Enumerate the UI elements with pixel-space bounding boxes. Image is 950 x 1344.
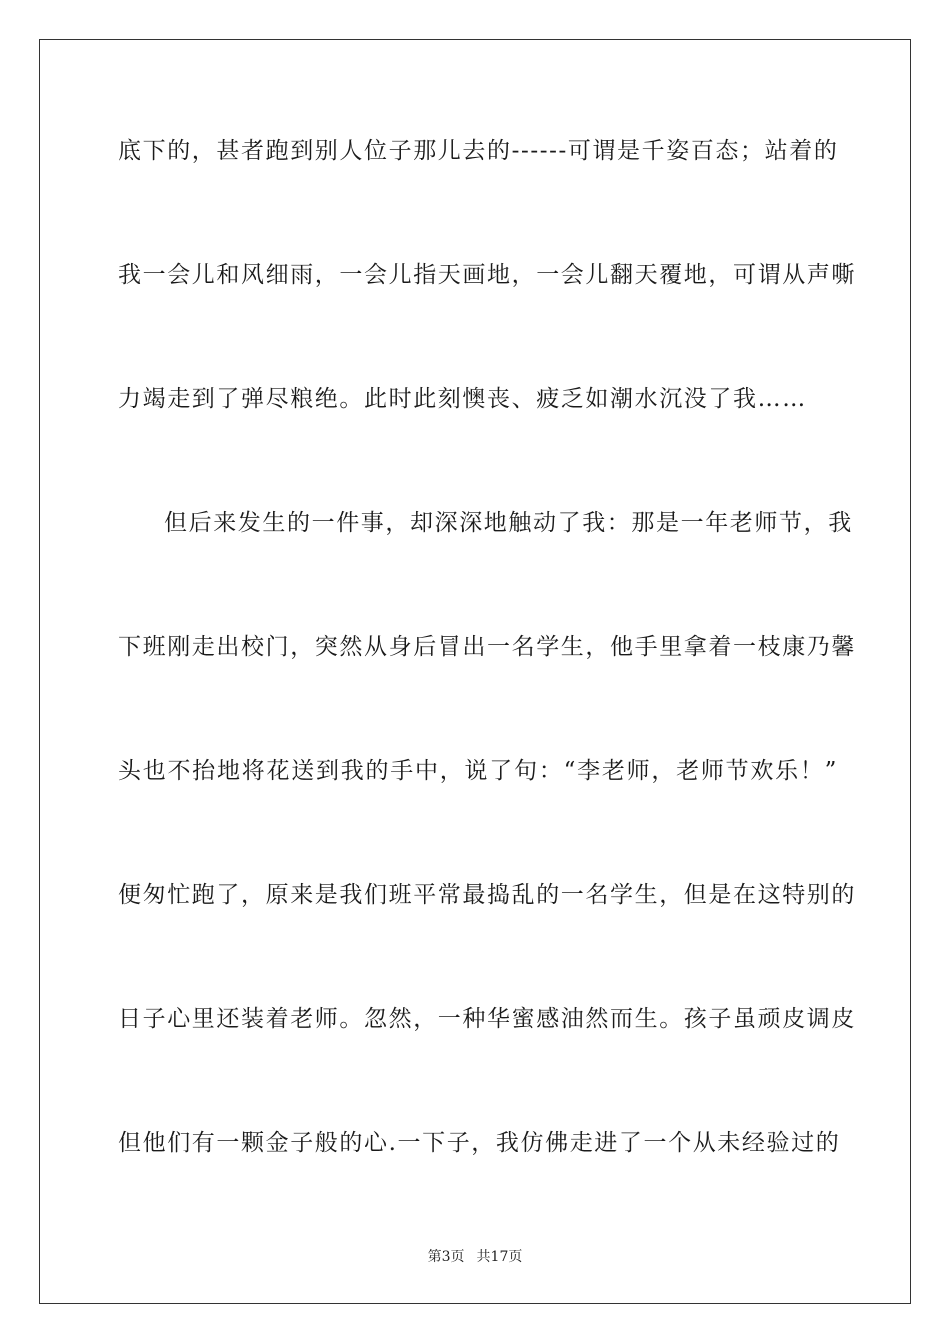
page-number: 第3页 [427,1249,465,1265]
text-line-1: 底下的，甚者跑到别人位子那儿去的------可谓是千姿百态；站着的 [118,138,839,164]
text-line-3: 力竭走到了弹尽粮绝。此时此刻懊丧、疲乏如潮水沉没了我…… [118,386,807,412]
text-line-5: 下班刚走出校门，突然从身后冒出一名学生，他手里拿着一枝康乃馨 [118,634,856,660]
text-line-2: 我一会儿和风细雨，一会儿指天画地，一会儿翻天覆地，可谓从声嘶 [118,262,856,288]
text-line-8: 日子心里还装着老师。忽然，一种华蜜感油然而生。孩子虽顽皮调皮 [118,1006,856,1032]
text-line-6: 头也不抬地将花送到我的手中，说了句：“李老师，老师节欢乐！” [118,758,838,784]
text-line-7: 便匆忙跑了，原来是我们班平常最捣乱的一名学生，但是在这特别的 [118,882,856,908]
page-border [39,39,911,1304]
text-line-9: 但他们有一颗金子般的心.一下子，我仿佛走进了一个从未经验过的 [118,1130,841,1156]
page-footer [0,1246,950,1266]
page-total: 共17页 [476,1249,523,1265]
text-line-4: 但后来发生的一件事，却深深地触动了我：那是一年老师节，我 [164,510,853,536]
